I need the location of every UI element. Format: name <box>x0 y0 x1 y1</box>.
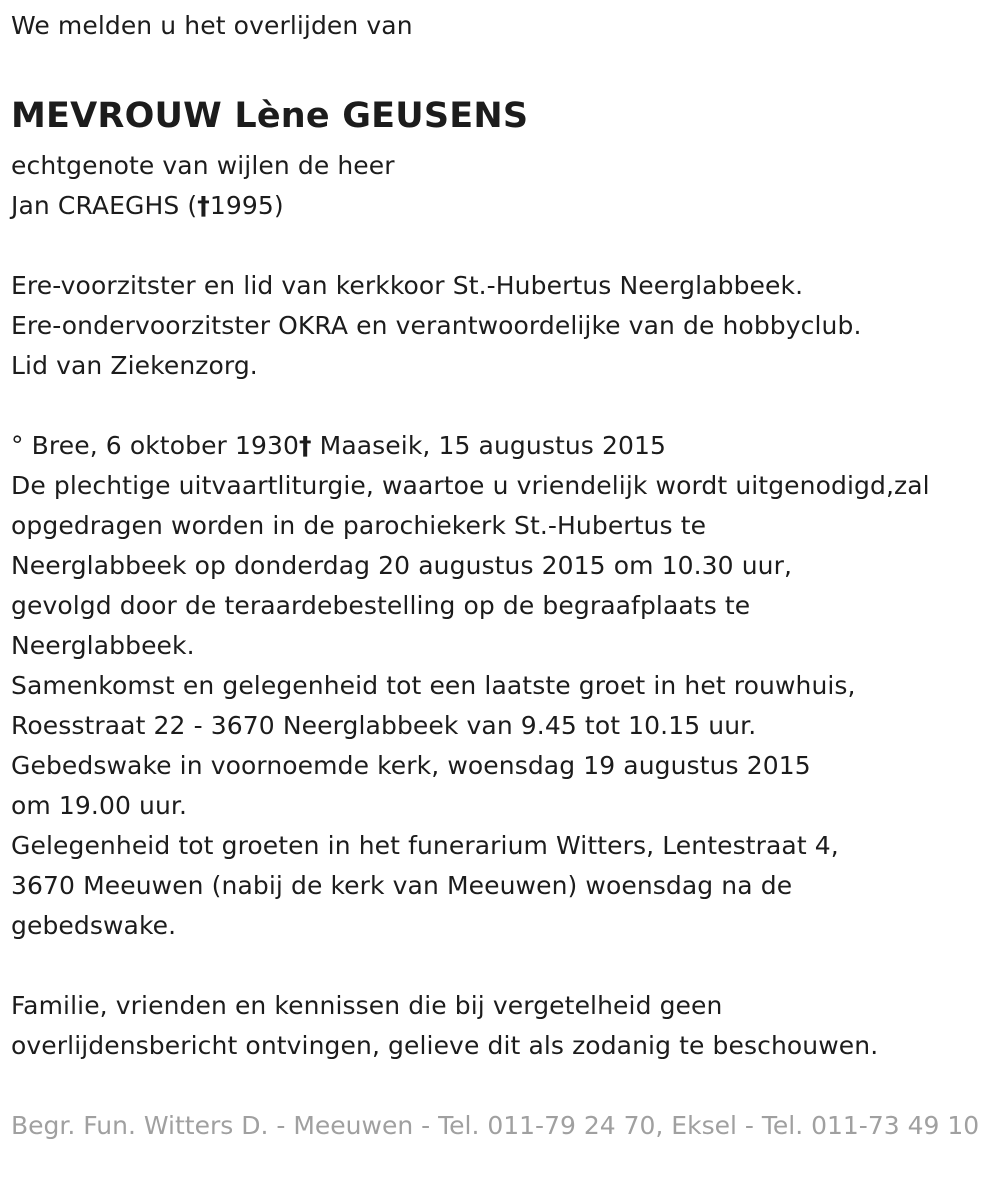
memberships <box>11 266 1000 386</box>
ceremony-line: Roesstraat 22 - 3670 Neerglabbeek van 9.45 tot 10.15 uur. <box>11 711 757 740</box>
ceremony-details <box>11 466 1000 946</box>
spouse-name: Jan CRAEGHS ( <box>11 191 198 220</box>
spacer <box>11 1066 1000 1106</box>
spacer <box>11 46 1000 86</box>
life-dates <box>11 426 1000 466</box>
ceremony-line: gevolgd door de teraardebestelling op de begraafplaats te <box>11 591 751 620</box>
notice-line: overlijdensbericht ontvingen, gelieve dit als zodanig te beschouwen. <box>11 1031 879 1060</box>
spouse-line <box>11 186 1000 226</box>
ceremony-line: Neerglabbeek op donderdag 20 augustus 2015 om 10.30 uur, <box>11 551 793 580</box>
funeral-home-footer: Begr. Fun. Witters D. - Meeuwen - Tel. 011-79 24 70, Eksel - Tel. 011-73 49 10 <box>11 1111 980 1140</box>
ceremony-line: Gebedswake in voornoemde kerk, woensdag 19 augustus 2015 <box>11 751 811 780</box>
deceased-name: MEVROUW Lène GEUSENS <box>11 96 529 136</box>
birth-text: ° Bree, 6 oktober 1930 <box>11 431 300 460</box>
spacer <box>11 946 1000 986</box>
ceremony-line: De plechtige uitvaartliturgie, waartoe u vriendelijk wordt uitgenodigd,zal <box>11 471 930 500</box>
ceremony-line: om 19.00 uur. <box>11 791 188 820</box>
ceremony-line: Gelegenheid tot groeten in het funerarium Witters, Lentestraat 4, <box>11 831 839 860</box>
membership-line: Lid van Ziekenzorg. <box>11 351 258 380</box>
spacer <box>11 226 1000 266</box>
spacer <box>11 386 1000 426</box>
relation-text: echtgenote van wijlen de heer <box>11 151 395 180</box>
membership-line: Ere-ondervoorzitster OKRA en verantwoordelijke van de hobbyclub. <box>11 311 862 340</box>
ceremony-line: gebedswake. <box>11 911 177 940</box>
ceremony-line: Neerglabbeek. <box>11 631 195 660</box>
spouse-year: 1995) <box>209 191 284 220</box>
cross-icon: † <box>299 431 312 460</box>
membership-line: Ere-voorzitster en lid van kerkkoor St.-Hubertus Neerglabbeek. <box>11 271 804 300</box>
death-text: Maaseik, 15 augustus 2015 <box>311 431 667 460</box>
ceremony-line: Samenkomst en gelegenheid tot een laatste groet in het rouwhuis, <box>11 671 856 700</box>
notice-line: Familie, vrienden en kennissen die bij vergetelheid geen <box>11 991 723 1020</box>
notice-text <box>11 986 1000 1066</box>
cross-icon: † <box>197 191 210 220</box>
ceremony-line: 3670 Meeuwen (nabij de kerk van Meeuwen) woensdag na de <box>11 871 793 900</box>
ceremony-line: opgedragen worden in de parochiekerk St.-Hubertus te <box>11 511 707 540</box>
intro-text: We melden u het overlijden van <box>11 11 413 40</box>
